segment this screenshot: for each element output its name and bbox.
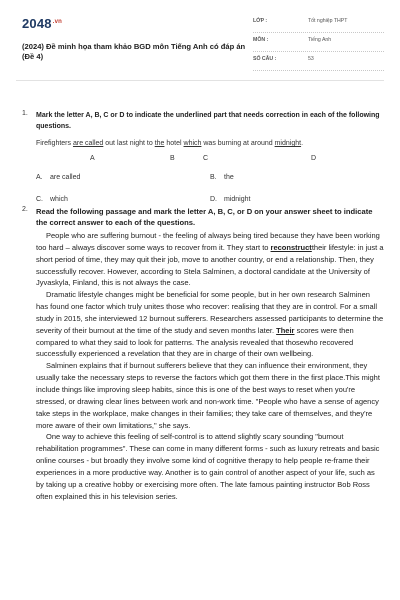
letter-c-label: C [203,155,209,162]
option-b[interactable]: B. the [210,174,234,181]
passage-paragraph-3: Salminen explains that if burnout sufferers believe that they can influence their environment, they usually take the necessary steps to reverse the factors which got them there in the first place.This might include things like improving sleep habits, since this is one of the best ways to reset when you're stressed, or drawing clear lines between work and non-work time. "People who have a sense of agency take steps in the workplace, make changes in their families; they take care of themselves, and they're more aware of their own limitations," she says. [36,361,380,430]
reading-passage [36,230,384,502]
question-sentence: Firefighters are called out last night to the hotel which was burning at around midnight. [36,140,304,147]
underlined-part-a: are called [72,140,104,147]
letter-d-label: D [311,155,317,162]
meta-value-subject[interactable]: Tiếng Anh [308,37,332,43]
letter-a-label: A [90,155,95,162]
logo-suffix: .vn [52,18,63,25]
underlined-part-d: midnight [274,140,302,147]
meta-key-subject: MÔN : [253,37,269,43]
header-divider [16,80,384,81]
meta-value-count: 53 [308,56,314,62]
document-header [22,14,382,76]
question-2 [22,206,384,502]
passage-paragraph-2: Dramatic lifestyle changes might be beneficial for some people, but in her own research Salminen has found one factor which truly unites those who recover: realising that they are in control. For a small study in 2015, she interviewed 12 burnout sufferers. Researchers assessed participants to determine the severity of their burnout at the time of the study and seven months later. Their scores were then compared to what they said to look for patterns. The analysis revealed that thosewho recovered successfully experienced a revelation that they are in charge of their own wellbeing. [36,290,384,359]
meta-row-subject [253,33,384,52]
meta-row-grade [253,14,384,33]
underlined-part-b: the [154,140,165,147]
option-c[interactable]: C. which [36,196,68,203]
question-prompt: Mark the letter A, B, C or D to indicate the underlined part that needs correction in each of the following questions. [36,112,380,130]
highlighted-word-reconstruct: reconstruct [270,242,312,252]
logo-text: 2048 [22,16,52,31]
site-logo[interactable] [22,16,62,31]
question-prompt: Read the following passage and mark the letter A, B, C, or D on your answer sheet to indicate the correct answer to each of the questions. [36,207,373,227]
meta-panel [253,14,384,71]
option-d[interactable]: D. midnight [210,196,251,203]
highlighted-word-their: Their [276,325,295,335]
meta-value-grade[interactable]: Tốt nghiệp THPT [308,18,348,24]
passage-paragraph-4: One way to achieve this feeling of self-control is to attend slightly scary sounding "burnout rehabilitation programmes". These can come in many different forms - such as luxury retreats and basic online courses - but broadly they involve some kind of cognitive therapy to help people re-frame their experiences in a more productive way. Another is to gain control of another aspect of your life, such as by taking up a creative hobby or exercising more often. The late famous painting instructor Bob Ross often explained this in his television series. [36,432,380,501]
question-1 [22,110,384,220]
underlined-part-c: which [183,140,202,147]
option-a[interactable]: A. are called [36,174,81,181]
question-number: 2. [22,206,28,213]
document-title: (2024) Đề minh họa tham khảo BGD môn Tiếng Anh có đáp án (Đề 4) [22,42,246,61]
meta-row-count [253,52,384,71]
meta-key-count: SỐ CÂU : [253,56,277,62]
passage-paragraph-1: People who are suffering burnout - the feeling of always being tired because they have been working too hard – always discover some ways to recover from it. They start to reconstructtheir lifestyle: in just a short period of time, they may quit their job, move to another country, or end a relationship. Then, they successfully recover. However, according to Stela Salminen, a doctoral candidate at the University of Jyvaskyla, Finland, this is not always the case. [36,231,384,288]
underline-letters [36,155,384,166]
meta-key-grade: LỚP : [253,18,268,24]
letter-b-label: B [170,155,175,162]
question-number: 1. [22,110,28,117]
